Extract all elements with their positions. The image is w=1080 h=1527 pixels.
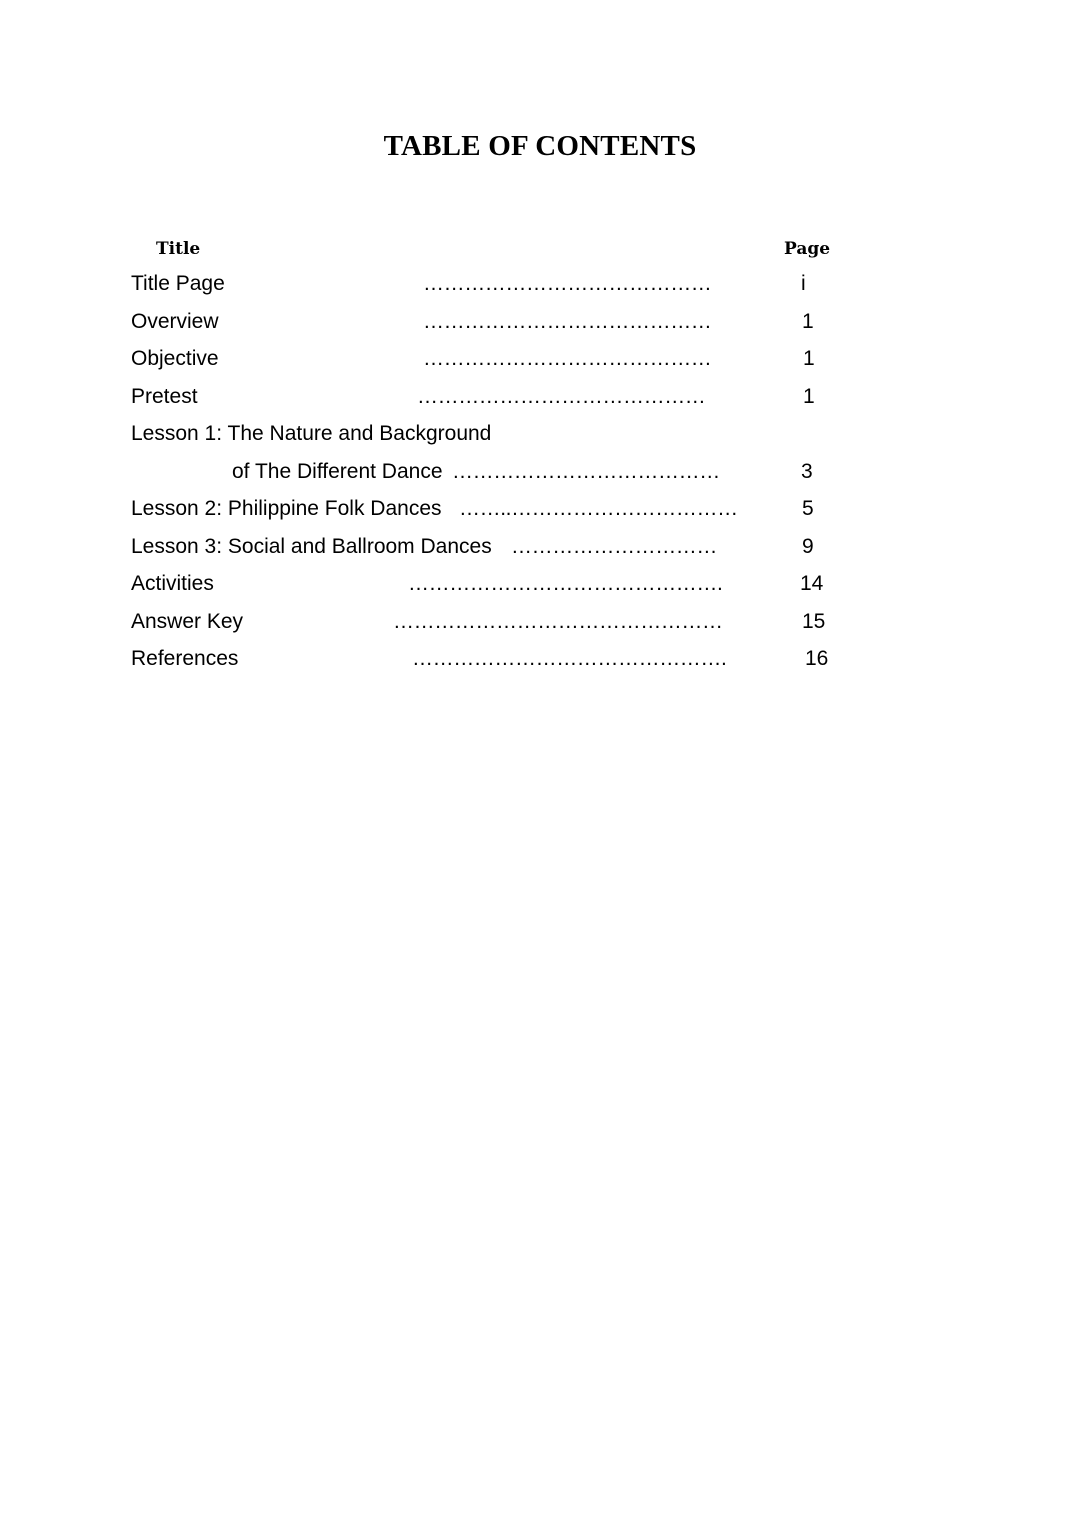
toc-entry-label: Objective <box>131 347 219 370</box>
toc-entry-label: Lesson 1: The Nature and Background <box>131 422 492 445</box>
column-header-title: Title <box>156 239 201 259</box>
toc-leader-dots: …………………………………… <box>423 272 712 295</box>
toc-entry-label: Answer Key <box>131 610 244 633</box>
toc-page-number: 3 <box>801 460 813 483</box>
toc-entry-label: of The Different Dance <box>232 460 443 483</box>
toc-page-number: 1 <box>803 347 815 370</box>
toc-page-number: 16 <box>805 647 829 670</box>
toc-entry-label: References <box>131 647 239 670</box>
toc-entry-label: Pretest <box>131 385 198 408</box>
toc-leader-dots: ………………………………………. <box>408 572 723 595</box>
toc-leader-dots: ………………………………………… <box>393 610 723 633</box>
toc-leader-dots: …………………………………… <box>423 347 712 370</box>
toc-page-number: 1 <box>802 310 814 333</box>
toc-page-number: 15 <box>802 610 826 633</box>
toc-page-number: 1 <box>803 385 815 408</box>
toc-leader-dots: …………………………………… <box>423 310 712 333</box>
toc-entry-label: Overview <box>131 310 219 333</box>
toc-entry-label: Activities <box>131 572 214 595</box>
toc-leader-dots: …………………………………… <box>417 385 706 408</box>
toc-leader-dots: ………………………………… <box>452 460 720 483</box>
page-title: TABLE OF CONTENTS <box>383 130 697 162</box>
toc-page-number: 5 <box>802 497 814 520</box>
toc-entry-label: Lesson 2: Philippine Folk Dances <box>131 497 442 520</box>
toc-leader-dots: ………………………………………. <box>412 647 727 670</box>
toc-entry-label: Lesson 3: Social and Ballroom Dances <box>131 535 492 558</box>
toc-leader-dots: ……..…………………………… <box>459 497 738 520</box>
toc-page-number: 14 <box>800 572 824 595</box>
toc-entry-label: Title Page <box>131 272 225 295</box>
toc-page-number: i <box>801 272 806 295</box>
column-header-page: Page <box>784 239 831 259</box>
toc-page-number: 9 <box>802 535 814 558</box>
toc-leader-dots: ………………………… <box>511 535 718 558</box>
